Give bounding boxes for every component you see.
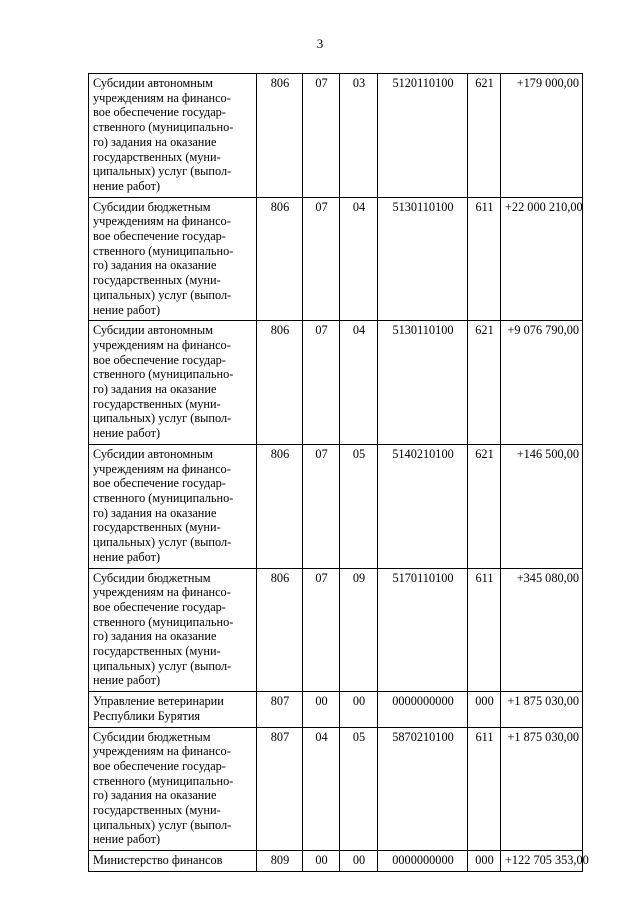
section-code-cell [303, 74, 340, 198]
page-number: 3 [316, 36, 324, 51]
section-code-cell [303, 197, 340, 321]
row-name-text: Субсидии бюджетным учреждениям на финансо- вое обеспечение государ- ственного (муниципально- го) задания на оказание государственных (муни- ципальных) услуг (выпол- нение работ) [93, 729, 234, 847]
target-article-cell [378, 727, 468, 851]
grbs-code-text: 806 [270, 570, 290, 585]
section-code-cell [303, 727, 340, 851]
target-article-text: 5130110100 [392, 323, 454, 338]
target-article-text: 5170110100 [392, 570, 454, 585]
row-name-text: Субсидии бюджетным учреждениям на финансо- вое обеспечение государ- ственного (муниципально- го) задания на оказание государственных (муни- ципальных) услуг (выпол- нение работ) [93, 199, 234, 317]
subsection-code-text: 05 [352, 729, 366, 744]
table-row [89, 197, 583, 321]
target-article-text: 5870210100 [392, 729, 454, 744]
row-name-text: Субсидии автономным учреждениям на финансо- вое обеспечение государ- ственного (муниципально- го) задания на оказание государственных (муни- ципальных) услуг (выпол- нение работ) [93, 76, 234, 193]
grbs-code-text: 807 [270, 694, 290, 709]
section-code-text: 07 [315, 323, 328, 338]
amount-cell [501, 692, 583, 727]
subsection-code-cell [340, 74, 378, 198]
budget-table [88, 73, 589, 872]
table-row [89, 321, 583, 445]
row-name-cell [89, 444, 257, 568]
target-article-cell [378, 851, 468, 872]
grbs-code-text: 806 [270, 323, 290, 338]
grbs-code-text: 806 [270, 446, 290, 461]
section-code-cell [303, 321, 340, 445]
expense-type-text: 000 [475, 853, 494, 868]
target-article-text: 5120110100 [392, 76, 454, 90]
row-name-text: Субсидии автономным учреждениям на финансо- вое обеспечение государ- ственного (муниципально- го) задания на оказание государственных (муни- ципальных) услуг (выпол- нение работ) [93, 446, 234, 564]
grbs-code-text: 806 [270, 76, 290, 90]
table-row [89, 444, 583, 568]
target-article-cell [378, 568, 468, 692]
section-code-text: 07 [315, 199, 328, 214]
target-article-cell [378, 444, 468, 568]
section-code-text: 07 [315, 76, 328, 90]
row-name-cell [89, 851, 257, 872]
grbs-code-text: 809 [270, 853, 290, 868]
row-name-cell [89, 74, 257, 198]
section-code-text: 00 [315, 694, 328, 709]
target-article-text: 0000000000 [392, 853, 454, 868]
amount-cell [501, 321, 583, 445]
amount-cell [501, 444, 583, 568]
grbs-code-cell [257, 197, 303, 321]
section-code-text: 00 [315, 853, 328, 868]
expense-type-text: 611 [475, 729, 494, 744]
expense-type-text: 000 [475, 694, 494, 709]
subsection-code-cell [340, 727, 378, 851]
subsection-code-text: 04 [352, 199, 366, 214]
amount-text: +122 705 353,00 [505, 853, 589, 868]
amount-text: +345 080,00 [516, 570, 579, 585]
amount-text: +22 000 210,00 [505, 199, 583, 214]
expense-type-text: 611 [475, 199, 494, 214]
amount-text: +1 875 030,00 [507, 729, 579, 744]
row-name-text: Министерство финансов [93, 853, 223, 868]
expense-type-cell [468, 74, 501, 198]
subsection-code-cell [340, 568, 378, 692]
subsection-code-cell [340, 197, 378, 321]
target-article-cell [378, 692, 468, 727]
row-name-cell [89, 692, 257, 727]
expense-type-text: 621 [475, 76, 494, 90]
section-code-text: 04 [315, 729, 328, 744]
row-name-cell [89, 568, 257, 692]
subsection-code-cell [340, 692, 378, 727]
subsection-code-text: 09 [352, 570, 366, 585]
subsection-code-cell [340, 321, 378, 445]
subsection-code-text: 04 [352, 323, 366, 338]
grbs-code-cell [257, 321, 303, 445]
expense-type-cell [468, 197, 501, 321]
row-name-text: Субсидии бюджетным учреждениям на финансо- вое обеспечение государ- ственного (муниципально- го) задания на оказание государственных (муни- ципальных) услуг (выпол- нение работ) [93, 570, 234, 688]
section-code-text: 07 [315, 446, 328, 461]
target-article-cell [378, 74, 468, 198]
amount-text: +179 000,00 [516, 76, 579, 90]
amount-cell [501, 727, 583, 851]
amount-text: +146 500,00 [516, 446, 579, 461]
target-article-cell [378, 321, 468, 445]
subsection-code-text: 05 [352, 446, 366, 461]
grbs-code-cell [257, 74, 303, 198]
row-name-cell [89, 321, 257, 445]
table-row [89, 74, 583, 198]
budget-table-body [89, 74, 589, 872]
section-code-cell [303, 851, 340, 872]
section-code-cell [303, 692, 340, 727]
subsection-code-cell [340, 851, 378, 872]
section-code-text: 07 [315, 570, 328, 585]
expense-type-cell [468, 321, 501, 445]
expense-type-text: 621 [475, 446, 494, 461]
table-row [89, 727, 583, 851]
grbs-code-cell [257, 727, 303, 851]
target-article-cell [378, 197, 468, 321]
expense-type-cell [468, 692, 501, 727]
table-row [89, 568, 583, 692]
grbs-code-text: 806 [270, 199, 290, 214]
row-name-text: Управление ветеринарии Республики Бурятия [93, 694, 224, 723]
grbs-code-cell [257, 692, 303, 727]
target-article-text: 5140210100 [392, 446, 454, 461]
amount-cell [501, 851, 589, 872]
row-name-cell [89, 197, 257, 321]
expense-type-cell [468, 568, 501, 692]
section-code-cell [303, 444, 340, 568]
subsection-code-cell [340, 444, 378, 568]
expense-type-cell [468, 444, 501, 568]
target-article-text: 5130110100 [392, 199, 454, 214]
table-row [89, 851, 583, 872]
grbs-code-cell [257, 444, 303, 568]
amount-cell [501, 74, 583, 198]
grbs-code-text: 807 [270, 729, 290, 744]
grbs-code-cell [257, 568, 303, 692]
amount-cell [501, 568, 583, 692]
target-article-text: 0000000000 [392, 694, 454, 709]
subsection-code-text: 03 [352, 76, 366, 90]
table-row [89, 692, 583, 727]
expense-type-cell [468, 727, 501, 851]
amount-cell [501, 197, 583, 321]
row-name-text: Субсидии автономным учреждениям на финансо- вое обеспечение государ- ственного (муниципально- го) задания на оказание государственных (муни- ципальных) услуг (выпол- нение работ) [93, 323, 234, 441]
row-name-cell [89, 727, 257, 851]
expense-type-text: 621 [475, 323, 494, 338]
amount-text: +1 875 030,00 [507, 694, 579, 709]
section-code-cell [303, 568, 340, 692]
subsection-code-text: 00 [352, 694, 366, 709]
amount-text: +9 076 790,00 [507, 323, 579, 338]
subsection-code-text: 00 [352, 853, 366, 868]
expense-type-cell [468, 851, 501, 872]
expense-type-text: 611 [475, 570, 494, 585]
grbs-code-cell [257, 851, 303, 872]
